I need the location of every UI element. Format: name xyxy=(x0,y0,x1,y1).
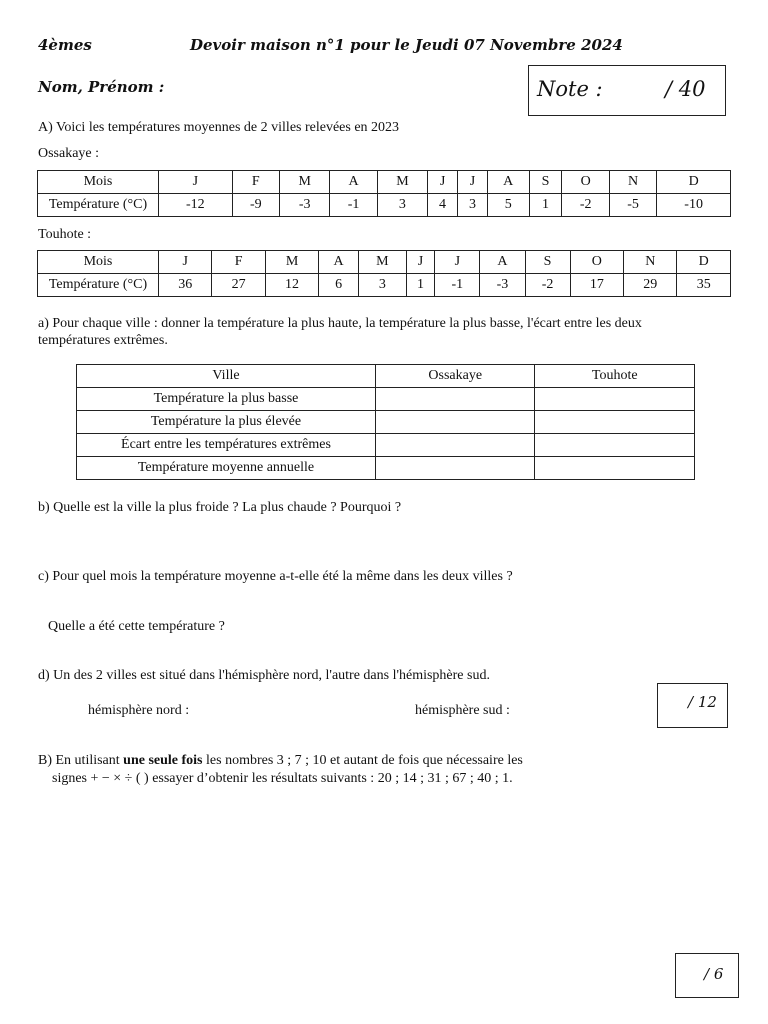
level-label: 4èmes xyxy=(38,36,92,54)
section-b-line2: signes + − × ÷ ( ) essayer d’obtenir les résultats suivants : 20 ; 14 ; 31 ; 67 ; 40 ; 1. xyxy=(52,771,513,786)
table-cell: Température moyenne annuelle xyxy=(77,457,376,480)
table-cell: N xyxy=(609,171,656,194)
table-row xyxy=(77,434,695,457)
table-cell: Température la plus élevée xyxy=(77,411,376,434)
table-cell: F xyxy=(232,171,279,194)
table-cell: -1 xyxy=(330,194,377,217)
table-cell: S xyxy=(529,171,562,194)
city1-temperature-table xyxy=(37,170,731,217)
answer-cell[interactable] xyxy=(535,388,695,411)
question-a-line1: a) Pour chaque ville : donner la température la plus haute, la température la plus basse, l'écart entre les deux xyxy=(38,316,642,331)
score-part-a: / 12 xyxy=(688,693,717,711)
section-b-suffix: les nombres 3 ; 7 ; 10 et autant de fois que nécessaire les xyxy=(202,753,523,768)
table-cell: M xyxy=(377,171,427,194)
table-cell: 3 xyxy=(377,194,427,217)
table-cell: 29 xyxy=(624,274,677,297)
table-cell: Température (°C) xyxy=(38,194,159,217)
table-row xyxy=(77,365,695,388)
note-box xyxy=(528,65,726,116)
section-b-bold: une seule fois xyxy=(123,753,203,768)
table-cell: J xyxy=(159,251,212,274)
table-cell: 1 xyxy=(529,194,562,217)
answer-cell[interactable] xyxy=(375,457,535,480)
table-row xyxy=(38,194,731,217)
table-cell: 3 xyxy=(358,274,406,297)
table-cell: J xyxy=(435,251,480,274)
table-cell: 35 xyxy=(677,274,731,297)
table-cell: 5 xyxy=(487,194,529,217)
table-cell: Écart entre les températures extrêmes xyxy=(77,434,376,457)
answer-cell[interactable] xyxy=(375,411,535,434)
question-a-line2: températures extrêmes. xyxy=(38,333,168,348)
table-header-cell: Touhote xyxy=(535,365,695,388)
table-row xyxy=(38,251,731,274)
table-cell: Température (°C) xyxy=(38,274,159,297)
table-cell: O xyxy=(562,171,609,194)
section-a-intro: A) Voici les températures moyennes de 2 villes relevées en 2023 xyxy=(38,120,400,135)
table-cell: Mois xyxy=(38,251,159,274)
note-total: / 40 xyxy=(665,77,706,101)
table-cell: Température la plus basse xyxy=(77,388,376,411)
table-cell: J xyxy=(159,171,233,194)
table-cell: 27 xyxy=(212,274,265,297)
table-cell: -3 xyxy=(280,194,330,217)
answer-table xyxy=(76,364,695,480)
table-cell: -1 xyxy=(435,274,480,297)
question-d: d) Un des 2 villes est situé dans l'hémisphère nord, l'autre dans l'hémisphère sud. xyxy=(38,668,490,683)
note-label: Note : xyxy=(537,77,603,101)
table-header-cell: Ville xyxy=(77,365,376,388)
table-cell: J xyxy=(458,171,488,194)
table-cell: Mois xyxy=(38,171,159,194)
table-cell: D xyxy=(657,171,731,194)
table-cell: N xyxy=(624,251,677,274)
table-cell: 12 xyxy=(265,274,318,297)
table-cell: 1 xyxy=(406,274,434,297)
city2-label: Touhote : xyxy=(38,227,92,242)
table-cell: -12 xyxy=(159,194,233,217)
section-b-line1 xyxy=(38,752,523,769)
table-cell: 4 xyxy=(428,194,458,217)
table-cell: -9 xyxy=(232,194,279,217)
table-row xyxy=(77,457,695,480)
section-b-prefix: B) En utilisant xyxy=(38,753,124,768)
score-box-part-a xyxy=(657,683,728,728)
table-cell: 17 xyxy=(570,274,623,297)
table-cell: A xyxy=(330,171,377,194)
answer-cell[interactable] xyxy=(375,388,535,411)
table-cell: -5 xyxy=(609,194,656,217)
hemisphere-south-label: hémisphère sud : xyxy=(415,703,510,718)
city1-label: Ossakaye : xyxy=(38,146,100,161)
question-c2: Quelle a été cette température ? xyxy=(48,619,225,634)
table-cell: M xyxy=(358,251,406,274)
table-cell: 3 xyxy=(458,194,488,217)
page-title: Devoir maison n°1 pour le Jeudi 07 Novembre 2024 xyxy=(190,36,623,54)
table-cell: 6 xyxy=(319,274,359,297)
table-cell: -10 xyxy=(657,194,731,217)
table-cell: A xyxy=(487,171,529,194)
table-cell: J xyxy=(428,171,458,194)
table-cell: F xyxy=(212,251,265,274)
question-b: b) Quelle est la ville la plus froide ? La plus chaude ? Pourquoi ? xyxy=(38,500,402,515)
table-cell: J xyxy=(406,251,434,274)
score-part-b: / 6 xyxy=(704,965,724,983)
city2-temperature-table xyxy=(37,250,731,297)
table-cell: -2 xyxy=(525,274,570,297)
table-cell: -2 xyxy=(562,194,609,217)
table-cell: D xyxy=(677,251,731,274)
table-cell: O xyxy=(570,251,623,274)
table-cell: M xyxy=(265,251,318,274)
table-cell: 36 xyxy=(159,274,212,297)
hemisphere-north-label: hémisphère nord : xyxy=(88,703,190,718)
name-label: Nom, Prénom : xyxy=(38,78,165,96)
table-cell: A xyxy=(480,251,525,274)
answer-cell[interactable] xyxy=(535,411,695,434)
table-cell: -3 xyxy=(480,274,525,297)
question-c: c) Pour quel mois la température moyenne a-t-elle été la même dans les deux villes ? xyxy=(38,569,513,584)
score-box-part-b xyxy=(675,953,739,998)
answer-cell[interactable] xyxy=(375,434,535,457)
answer-cell[interactable] xyxy=(535,434,695,457)
table-cell: A xyxy=(319,251,359,274)
table-cell: S xyxy=(525,251,570,274)
table-header-cell: Ossakaye xyxy=(375,365,535,388)
table-cell: M xyxy=(280,171,330,194)
answer-cell[interactable] xyxy=(535,457,695,480)
table-row xyxy=(77,411,695,434)
table-row xyxy=(77,388,695,411)
table-row xyxy=(38,274,731,297)
table-row xyxy=(38,171,731,194)
